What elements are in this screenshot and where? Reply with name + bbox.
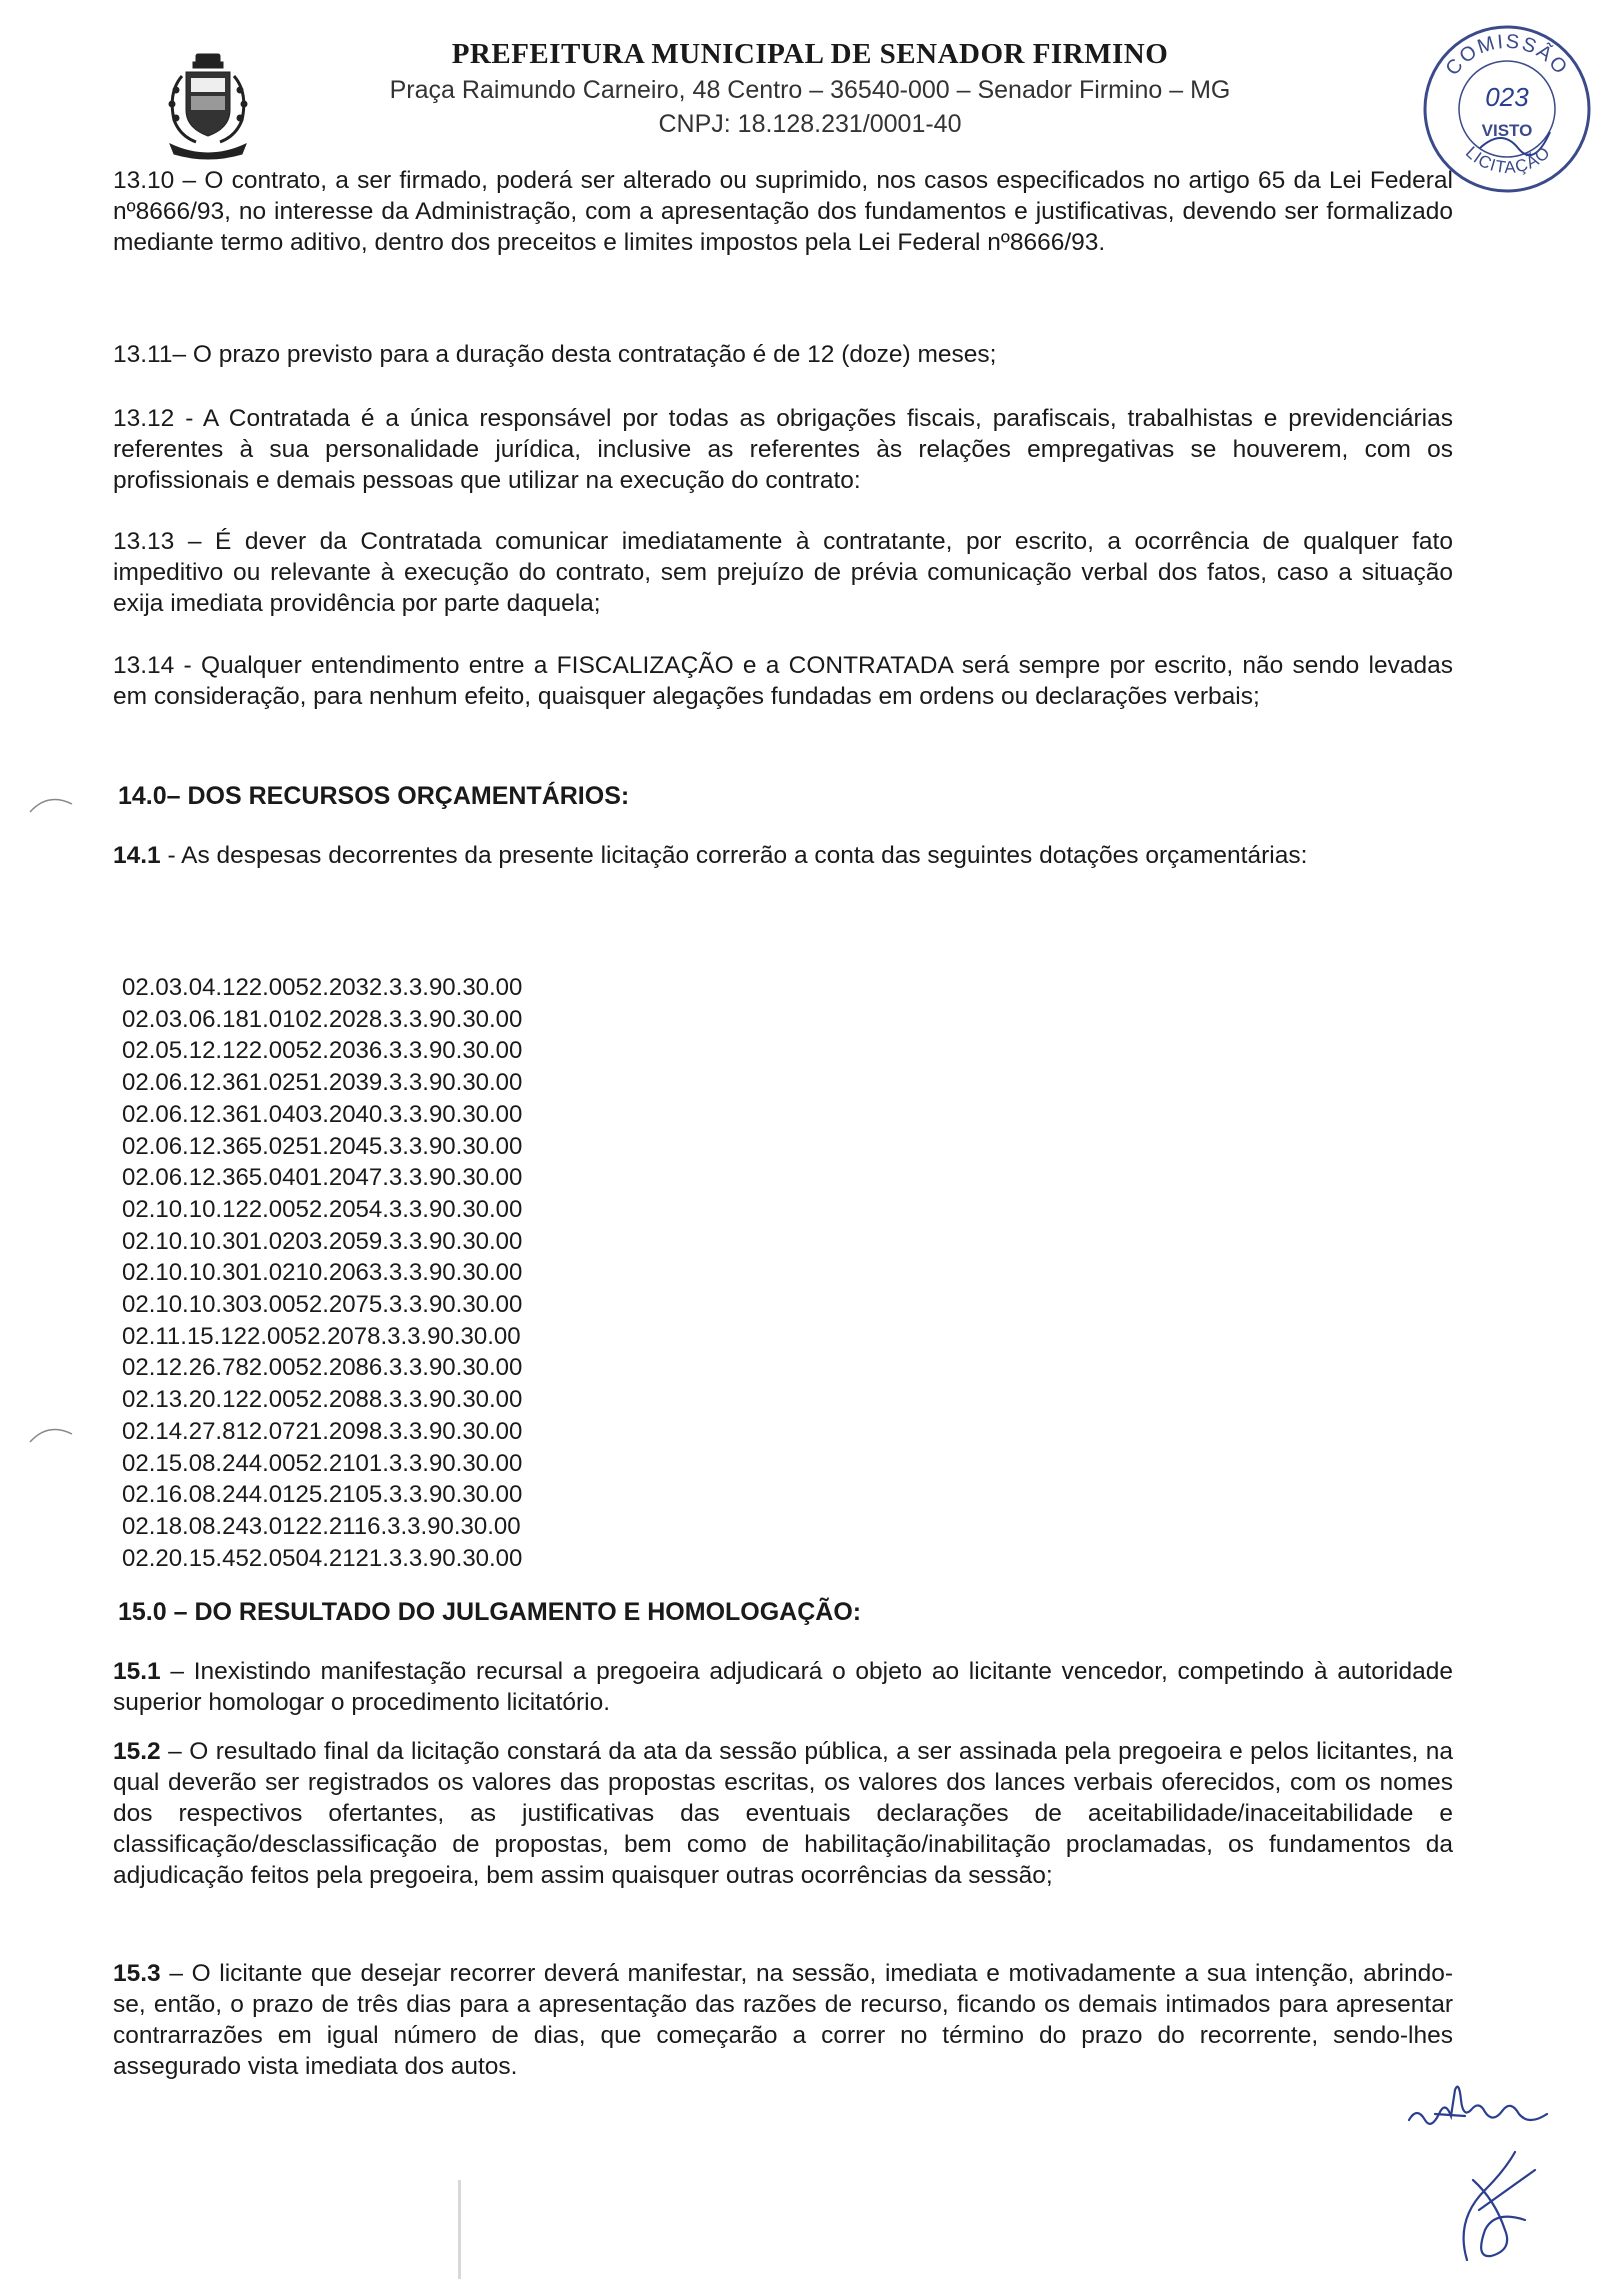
clause-13-10: 13.10 – O contrato, a ser firmado, poderá ser alterado ou suprimido, nos casos especificados no artigo 65 da Lei Federal nº8666/93, no interesse da Administração, com a apresentação dos fundamentos e justificativas, devendo ser formalizado mediante termo aditivo, dentro dos preceitos e limites impostos pela Lei Federal nº8666/93.	[113, 167, 1453, 256]
budget-allocation-item: 02.06.12.365.0401.2047.3.3.90.30.00	[122, 1164, 523, 1192]
heading-15: 15.0 – DO RESULTADO DO JULGAMENTO E HOMOLOGAÇÃO:	[118, 1598, 862, 1626]
budget-allocation-item: 02.13.20.122.0052.2088.3.3.90.30.00	[122, 1386, 523, 1414]
clause-14-1-number: 14.1	[113, 842, 161, 869]
municipal-coat-of-arms-icon	[160, 52, 256, 162]
stamp-number: 023	[1485, 82, 1529, 112]
header-cnpj: CNPJ: 18.128.231/0001-40	[658, 110, 962, 138]
clause-15-2-number: 15.2	[113, 1738, 161, 1765]
clause-14-1	[113, 840, 1453, 871]
clause-15-1	[113, 1656, 1453, 1718]
stamp-bottom-text: LICITAÇÃO	[1461, 142, 1555, 178]
stamp-top-text: COMISSÃO	[1441, 30, 1573, 80]
budget-allocation-item: 02.05.12.122.0052.2036.3.3.90.30.00	[122, 1037, 523, 1065]
punch-mark-icon	[28, 1420, 74, 1444]
punch-mark-icon	[28, 790, 74, 814]
heading-14: 14.0– DOS RECURSOS ORÇAMENTÁRIOS:	[118, 782, 630, 810]
stamp-visto: VISTO	[1481, 121, 1533, 140]
clause-15-2-text: – O resultado final da licitação constará da ata da sessão pública, a ser assinada pela pregoeira e pelos licitantes, na qual deverão ser registrados os valores das propostas escritas, os valores dos lances verbais oferecidos, com os nomes dos respectivos ofertantes, as justificativas das eventuais declarações de aceitabilidade/inaceitabilidade e classificação/desclassificação de propostas, bem como de habilitação/inabilitação proclamadas, os fundamentos da adjudicação feitos pela pregoeira, bem assim quaisquer outras ocorrências da sessão;	[113, 1738, 1453, 1889]
budget-allocation-item: 02.03.04.122.0052.2032.3.3.90.30.00	[122, 974, 523, 1001]
signature-icon	[1395, 2070, 1595, 2270]
budget-allocation-item: 02.12.26.782.0052.2086.3.3.90.30.00	[122, 1354, 523, 1382]
clause-15-1-number: 15.1	[113, 1658, 161, 1685]
svg-text:LICITAÇÃO	[1462, 143, 1554, 178]
budget-allocation-item: 02.06.12.365.0251.2045.3.3.90.30.00	[122, 1132, 523, 1160]
clause-15-3-text: – O licitante que desejar recorrer deverá manifestar, na sessão, imediata e motivadamente a sua intenção, abrindo-se, então, o prazo de três dias para a apresentação das razões de recurso, ficando os demais intimados para apresentar contrarrazões em igual número de dias, que começarão a correr no término do prazo do recorrente, sendo-lhes assegurado vista imediata dos autos.	[113, 1960, 1453, 2080]
header-title: PREFEITURA MUNICIPAL DE SENADOR FIRMINO	[451, 38, 1169, 70]
budget-allocation-item: 02.10.10.301.0210.2063.3.3.90.30.00	[122, 1259, 523, 1287]
fold-line	[458, 2180, 461, 2279]
budget-allocation-item: 02.18.08.243.0122.2116.3.3.90.30.00	[122, 1512, 521, 1540]
budget-allocation-item: 02.11.15.122.0052.2078.3.3.90.30.00	[122, 1322, 521, 1350]
budget-allocation-item: 02.06.12.361.0403.2040.3.3.90.30.00	[122, 1100, 523, 1128]
budget-allocation-item: 02.10.10.301.0203.2059.3.3.90.30.00	[122, 1227, 523, 1255]
budget-allocation-item: 02.06.12.361.0251.2039.3.3.90.30.00	[122, 1069, 523, 1097]
clause-15-3	[113, 1958, 1453, 2082]
clause-13-14: 13.14 - Qualquer entendimento entre a FISCALIZAÇÃO e a CONTRATADA será sempre por escrito, não sendo levadas em consideração, para nenhum efeito, quaisquer alegações fundadas em ordens ou declarações verbais;	[113, 652, 1453, 710]
budget-allocation-item: 02.03.06.181.0102.2028.3.3.90.30.00	[122, 1005, 523, 1033]
budget-allocations-list	[122, 972, 522, 1574]
clause-13-12: 13.12 - A Contratada é a única responsável por todas as obrigações fiscais, parafiscais, trabalhistas e previdenciárias referentes à sua personalidade jurídica, inclusive as referentes às relações empregativas se houverem, com os profissionais e demais pessoas que utilizar na execução do contrato:	[113, 405, 1453, 494]
budget-allocation-item: 02.15.08.244.0052.2101.3.3.90.30.00	[122, 1449, 523, 1477]
clause-15-1-text: – Inexistindo manifestação recursal a pregoeira adjudicará o objeto ao licitante vencedor, competindo à autoridade superior homologar o procedimento licitatório.	[113, 1658, 1453, 1716]
clause-14-1-text: - As despesas decorrentes da presente licitação correrão a conta das seguintes dotações orçamentárias:	[160, 842, 1308, 869]
budget-allocation-item: 02.10.10.303.0052.2075.3.3.90.30.00	[122, 1291, 523, 1319]
budget-allocation-item: 02.10.10.122.0052.2054.3.3.90.30.00	[122, 1195, 523, 1223]
budget-allocation-item: 02.14.27.812.0721.2098.3.3.90.30.00	[122, 1417, 523, 1445]
clause-13-13: 13.13 – É dever da Contratada comunicar imediatamente à contratante, por escrito, a ocorrência de qualquer fato impeditivo ou relevante à execução do contrato, sem prejuízo de prévia comunicação verbal dos fatos, caso a situação exija imediata providência por parte daquela;	[113, 528, 1453, 617]
clause-15-3-number: 15.3	[113, 1960, 161, 1987]
clause-15-2	[113, 1736, 1453, 1891]
budget-allocation-item: 02.20.15.452.0504.2121.3.3.90.30.00	[122, 1544, 523, 1572]
clause-13-11: 13.11– O prazo previsto para a duração desta contratação é de 12 (doze) meses;	[113, 341, 997, 368]
svg-text:COMISSÃO	[1442, 31, 1573, 80]
header-address: Praça Raimundo Carneiro, 48 Centro – 36540-000 – Senador Firmino – MG	[389, 76, 1231, 104]
budget-allocation-item: 02.16.08.244.0125.2105.3.3.90.30.00	[122, 1481, 523, 1509]
